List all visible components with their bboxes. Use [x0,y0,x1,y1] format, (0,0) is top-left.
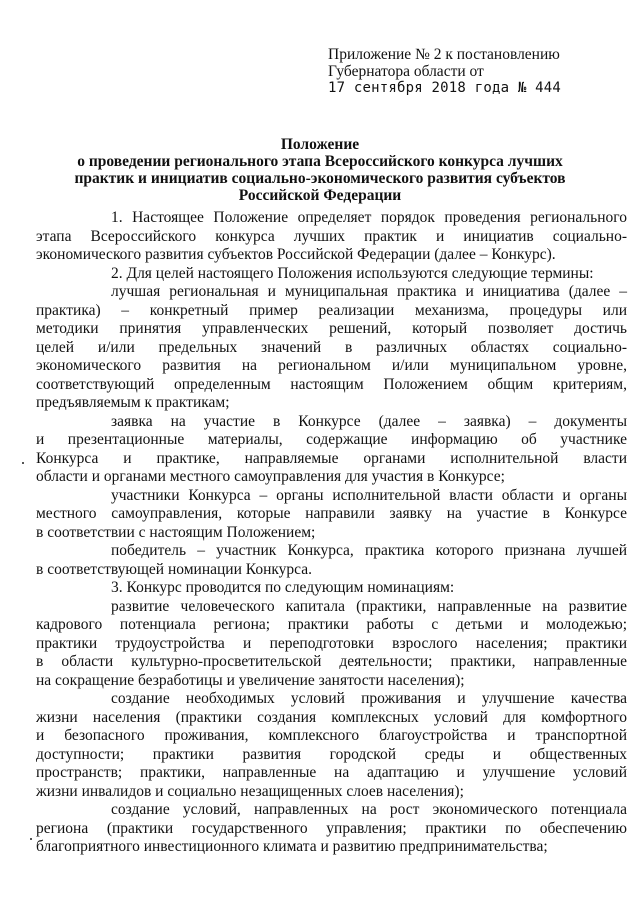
paragraph [36,209,627,265]
paragraph [36,412,627,487]
paragraph-first-line: лучшая региональная и муниципальная практика и инициатива (далее – [111,283,627,300]
document-body [36,209,627,857]
paragraph-first-line: 3. Конкурс проводится по следующим номинациям: [111,579,455,596]
paragraph-line: жизни населения (практики создания комплексных условий для комфортного [36,708,627,726]
paragraph-line: практики трудоустройства и переподготовки взрослого населения; практики [36,634,627,652]
paragraph-line: местного самоуправления, которые направили заявку на участие в Конкурсе [36,505,627,522]
paragraph-line: в соответствии с настоящим Положением; [36,523,316,541]
document-title [40,136,600,204]
paragraph-first-line: участники Конкурса – органы исполнительной власти области и органы [111,486,627,504]
paragraph-line: экономического развития субъектов Российской Федерации (далее – Конкурс). [36,246,556,263]
paragraph-line: благоприятного инвестиционного климата и развитию предпринимательства; [36,838,548,855]
paragraph-first-line: победитель – участник Конкурса, практика которого признана лучшей [111,542,627,559]
paragraph-line: жизни инвалидов и социально незащищенных слоев населения); [36,782,464,800]
annex-line: Приложение № 2 к постановлению [328,46,560,63]
paragraph-line: и безопасного проживания, комплексного благоустройства и транспортной [36,727,627,744]
paragraph-line: доступности; практики развития городской среды и общественных [36,745,627,763]
paragraph-line: на сокращение безработицы и увеличение занятости населения); [36,671,465,689]
paragraph-line: экономического развития на региональном и/или муниципальном уровне, [36,357,627,374]
paragraph [36,283,627,413]
paragraph [36,597,627,691]
paragraph-first-line: создание необходимых условий проживания и улучшение качества [111,690,627,707]
paragraph-line: соответствующий определенным настоящим Положением общим критериям, [36,375,627,393]
annex-header [328,46,628,97]
paragraph-first-line: заявка на участие в Конкурсе (далее – заявка) – документы [111,412,627,430]
annex-line: Губернатора области от [328,63,484,80]
paragraph-line: практика) – конкретный пример реализации механизма, процедуры или [36,301,627,319]
paragraph-line: Конкурса и практике, направляемые органами исполнительной власти [36,449,627,467]
paragraph [36,486,627,543]
paragraph-line: области и органами местного самоуправления для участия в Конкурсе; [36,468,505,485]
paragraph [111,579,627,598]
title-line: практик и инициатив социально-экономического развития субъектов [74,170,566,187]
title-line: Положение [280,136,360,153]
paragraph-line: этапа Всероссийского конкурса лучших практик и инициатив социально- [36,227,627,245]
paragraph [36,801,627,857]
paragraph-line: целей и/или предельных значений в различных областях социально- [36,338,627,356]
paragraph-first-line: создание условий, направленных на рост экономического потенциала [111,801,627,818]
paragraph-first-line: развитие человеческого капитала (практики, направленные на развитие [111,597,627,615]
paragraph-line: предъявляемым к практикам; [36,394,230,411]
paragraph [36,690,627,801]
paragraph-line: методики принятия управленческих решений, который позволяет достичь [36,320,627,337]
paragraph-line: и презентационные материалы, содержащие информацию об участнике [36,431,627,448]
paragraph-line: пространств; практики, направленные на адаптацию и улучшение условий [36,764,627,781]
title-line: Российской Федерации [238,187,402,204]
paragraph-line: в соответствующей номинации Конкурса. [36,560,313,578]
annex-date-stamp: 17 сентября 2018 года № 444 [328,80,561,96]
paragraph-first-line: 1. Настоящее Положение определяет порядок проведения регионального [111,209,627,226]
scan-speck [22,462,24,464]
title-line: о проведении регионального этапа Всероссийского конкурса лучших [77,153,563,170]
paragraph [36,542,627,579]
paragraph [111,265,627,284]
paragraph-line: кадрового потенциала региона; практики работы с детьми и молодежью; [36,616,627,633]
paragraph-line: в области культурно-просветительской деятельности; практики, направленные [36,653,627,670]
scan-speck [30,838,32,840]
paragraph-first-line: 2. Для целей настоящего Положения используются следующие термины: [111,264,594,282]
paragraph-line: региона (практики государственного управления; практики по обеспечению [36,819,627,837]
